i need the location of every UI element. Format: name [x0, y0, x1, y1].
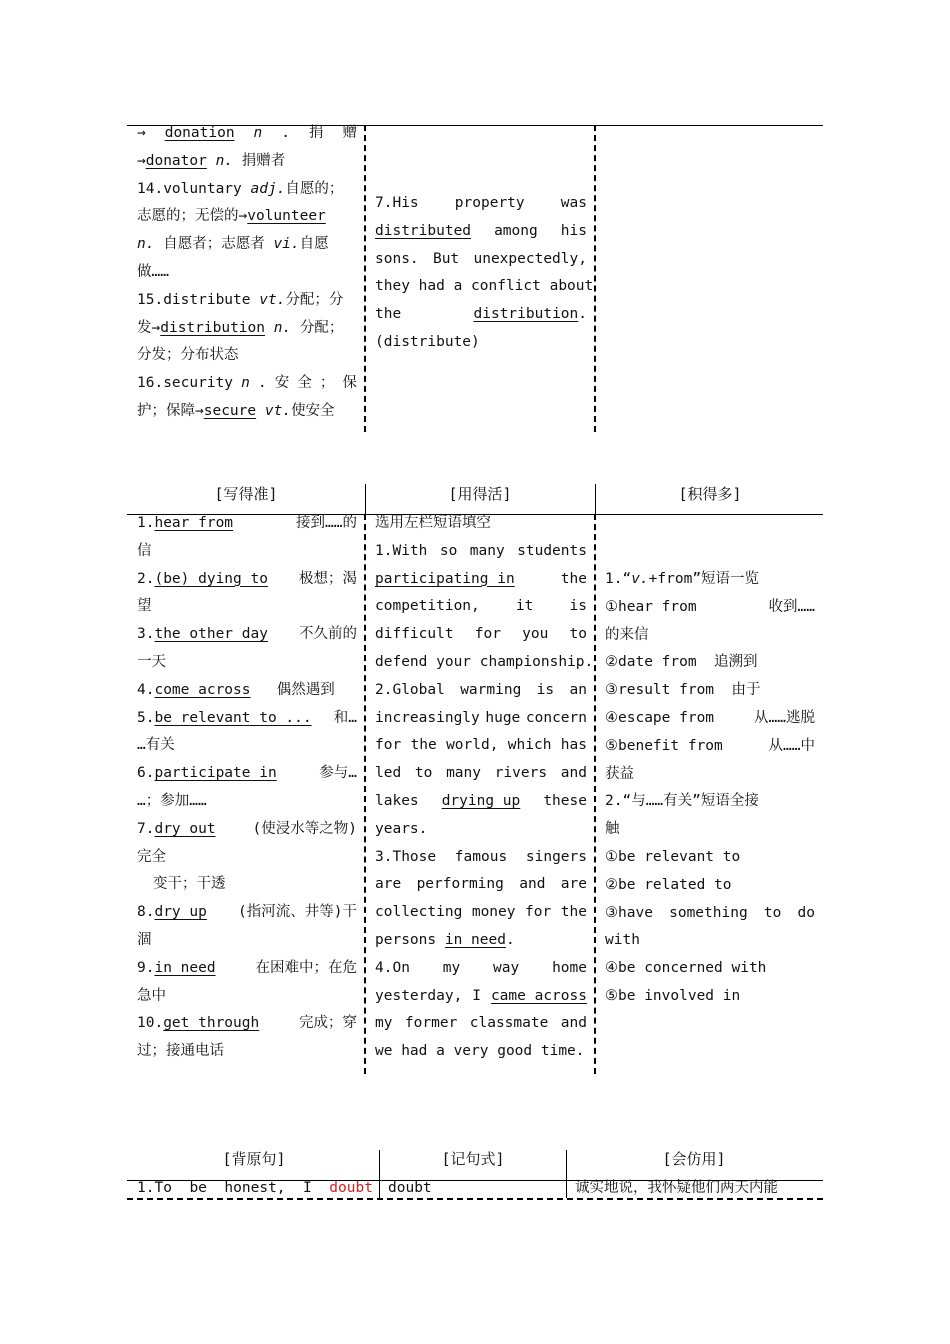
header-imitate: [会仿用] — [662, 1150, 726, 1168]
table2-header-divider-2 — [595, 484, 596, 514]
table3-row1-col3: 诚实地说，我怀疑他们两天内能 — [575, 1180, 778, 1196]
table2-header-divider-1 — [365, 484, 366, 514]
header-recite-original: [背原句] — [222, 1150, 286, 1168]
header-use-flexibly: [用得活] — [448, 485, 512, 503]
table3-row1-col1: 1.To be honest, I doubt — [137, 1180, 373, 1196]
table3-divider-2 — [566, 1150, 567, 1198]
table1-col1: → donation n . 捐 赠 →donator n. 捐赠者 14.voluntary adj.自愿的； 志愿的；无偿的→volunteer n. 自愿者；志愿者 vi.自愿 做…… 15.distribute vt.分配；分 发→distribution n. 分配； 分发；分布状态 16.security n . 安 全 ； 保 护；保障→secure vt.使安全 — [137, 125, 357, 419]
header-remember-pattern: [记句式] — [441, 1150, 505, 1168]
table1-col2: 7.His property was distributed among his sons. But unexpectedly, they had a conflict about the distribution. (distribute) — [375, 195, 594, 350]
header-write-accurately: [写得准] — [214, 485, 278, 503]
table1-divider-1 — [364, 125, 366, 432]
table2-col3: 1.“v.+from”短语一览 ①hear from 收到…… 的来信 ②date from 追溯到 ③result from 由于 ④escape from 从……逃脱 ⑤benefit from 从……中 获益 2.“与……有关”短语全接 触 ①be relevant to ②be related to ③have something to do with ④be concerned with ⑤be involved in — [605, 571, 815, 1004]
table2-divider-1 — [364, 514, 366, 1074]
table3-divider-1 — [379, 1150, 380, 1198]
table1-divider-2 — [594, 125, 596, 432]
table2-divider-2 — [594, 514, 596, 1074]
table2-col1: 1.hear from 接到……的 信 2.(be) dying to 极想；渴 望 3.the other day 不久前的 一天 4.come across 偶然遇到 5.be relevant to ... 和… …有关 6.participate in 参与… …；参加…… 7.dry out (使浸水等之物) 完全 变干；干透 8.dry up (指河流、井等)干 涸 9.in need 在困难中；在危 急中 10.get through 完成；穿 过；接通电话 — [137, 515, 357, 1060]
table3-row1-col2: doubt — [388, 1180, 432, 1196]
header-accumulate-more: [积得多] — [678, 485, 742, 503]
table3-bottom-dashed-rule — [127, 1198, 823, 1200]
table2-col2: 选用左栏短语填空 1.With so many students participating in the competition, it is difficult for you to defend your championship. 2.Global warming is an increasingly huge concern for the world, which has led to many rivers and lakes drying up these years. 3.Those famous singers are performing and are collecting money for the persons in need. 4.On my way home yesterday, I came across my former classmate and we had a very good time. — [375, 515, 594, 1060]
